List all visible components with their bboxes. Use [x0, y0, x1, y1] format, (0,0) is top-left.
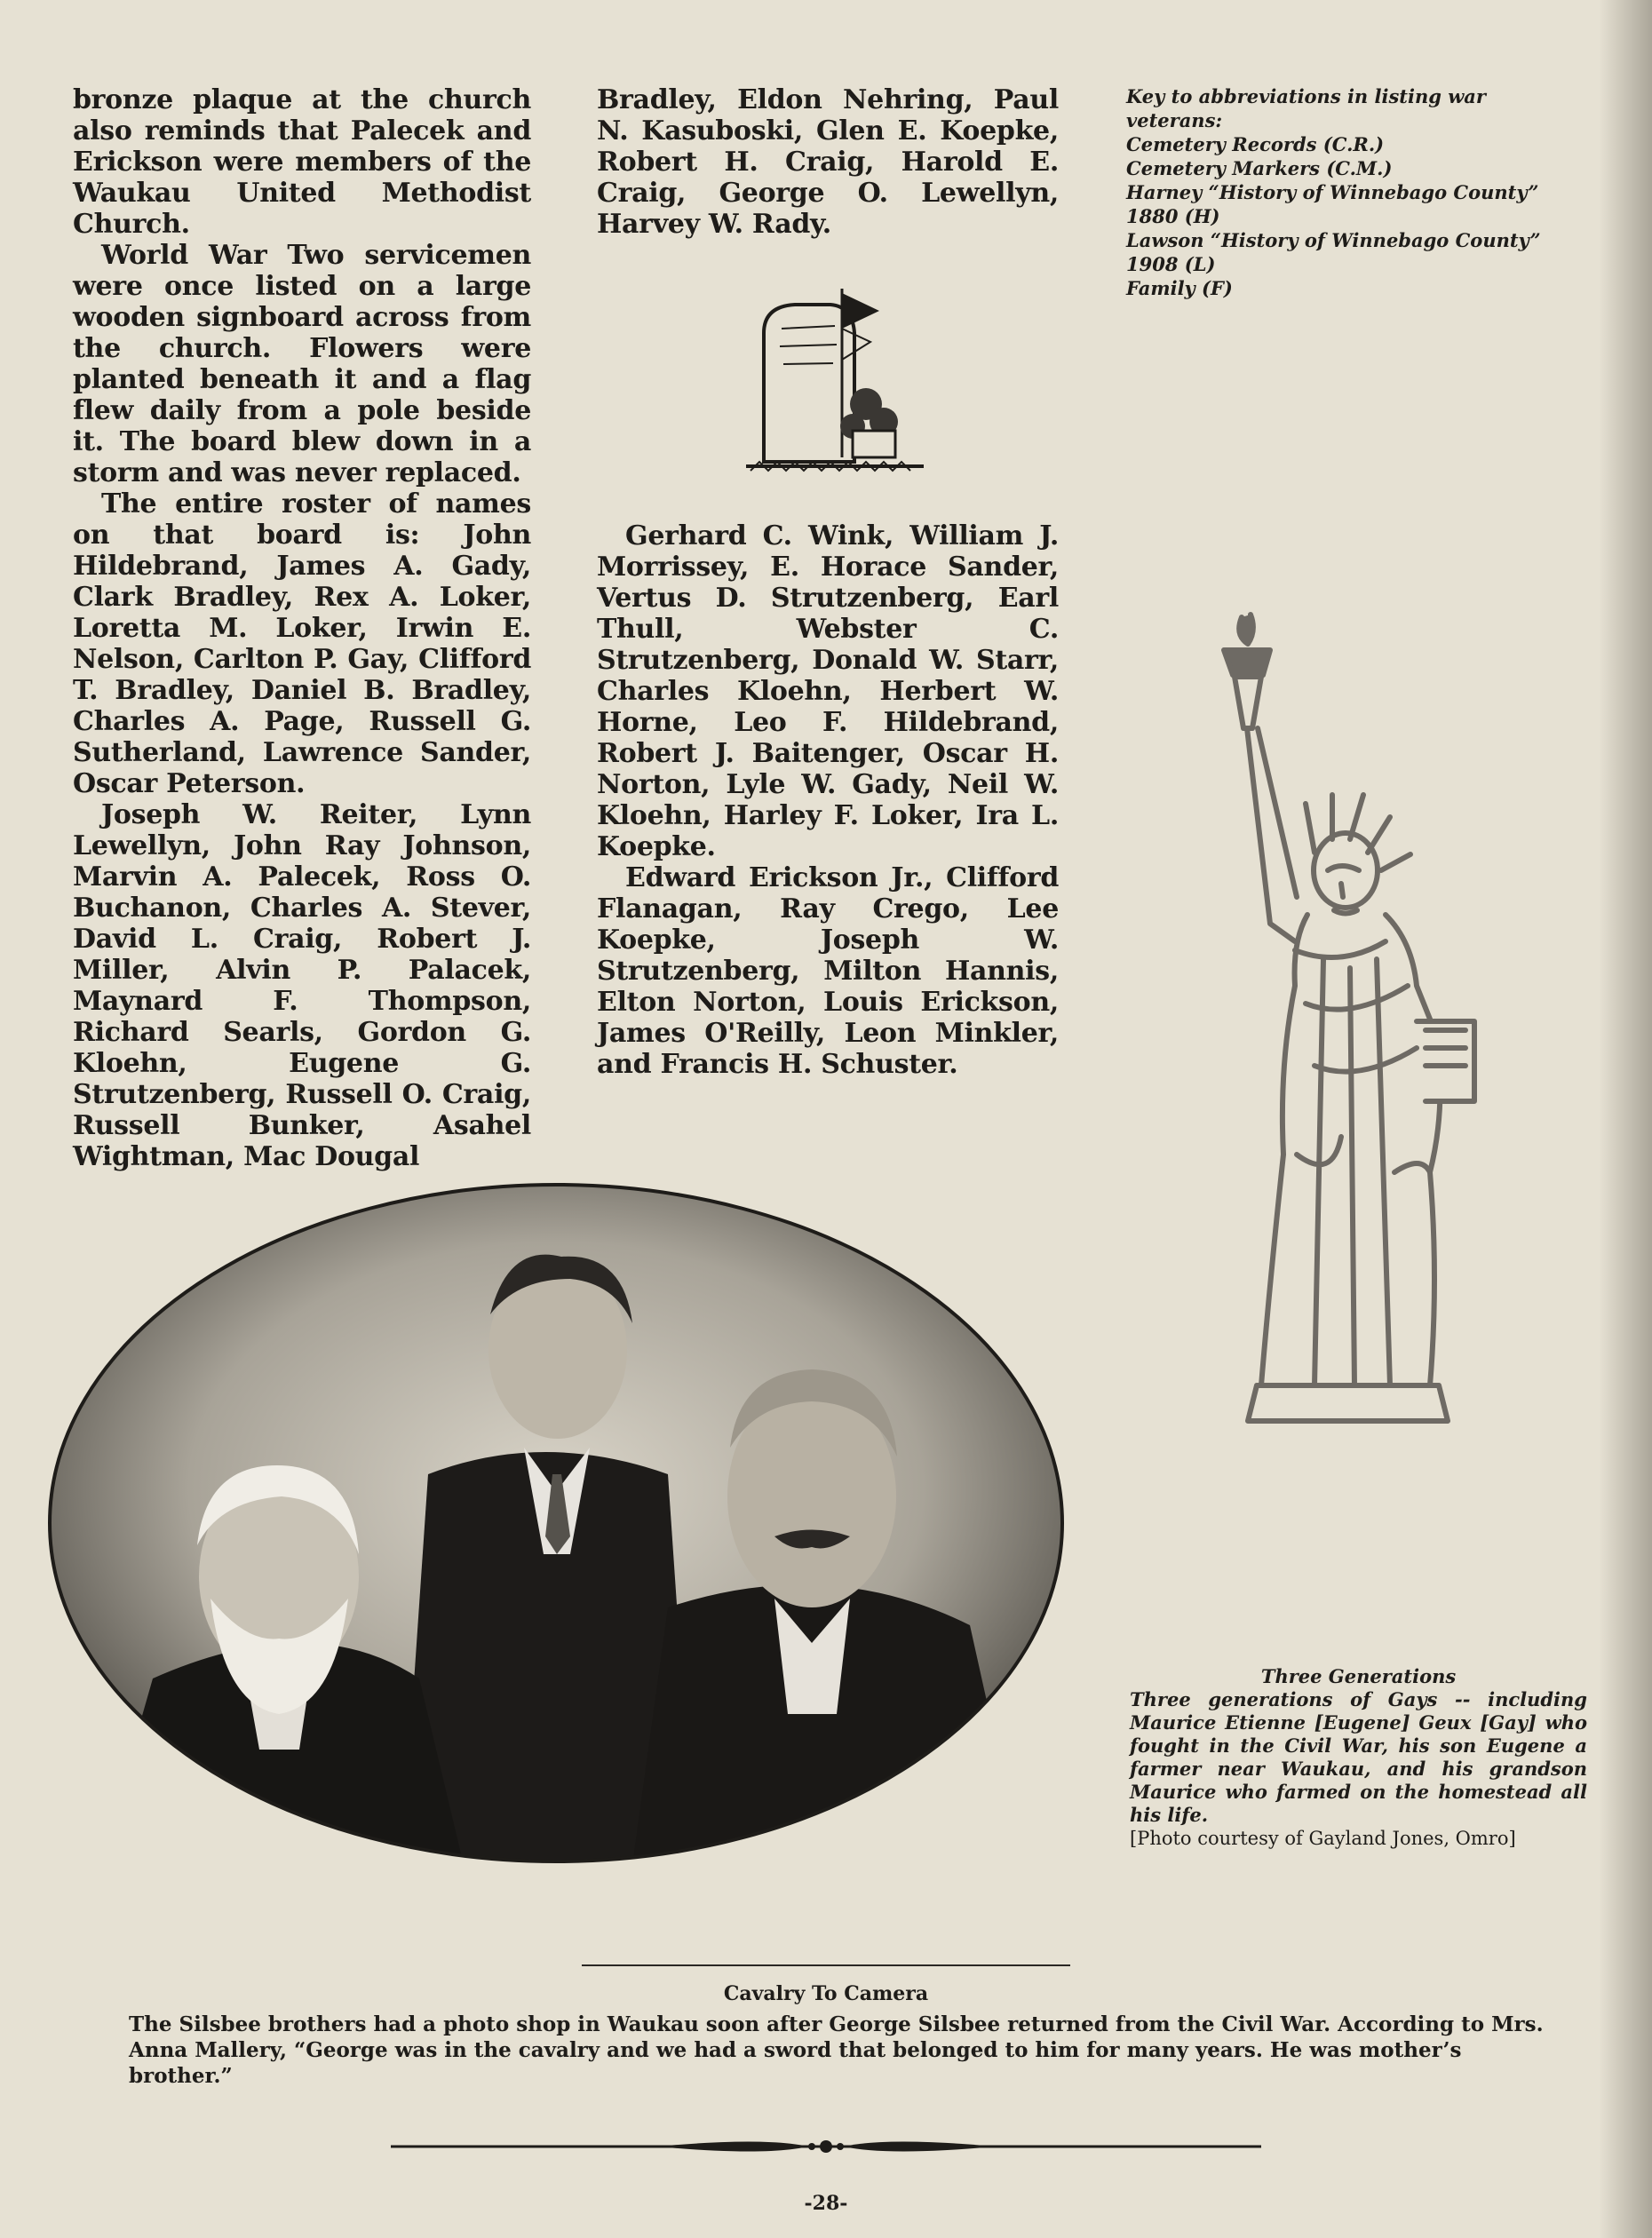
page-number: -28- [804, 2192, 848, 2215]
gravestone-flag-illustration [746, 280, 924, 484]
caption-title: Three Generations [1260, 1665, 1457, 1687]
statue-of-liberty-illustration [1208, 604, 1510, 1439]
left-paragraph-2: World War Two servicemen were once listed on a large wooden signboard across from the church. Flowers were planted beneath it and a flag flew daily from a pole beside it. The board blew down in a storm and was never replaced. [73, 240, 531, 488]
divider-rule [582, 1964, 1070, 1966]
middle-paragraph-2: Gerhard C. Wink, William J. Morrissey, E. Horace Sander, Vertus D. Strutzenberg, Earl Thull, Webster C. Strutzenberg, Donald W. Starr, Charles Kloehn, Herbert W. Horne, Leo F. Hildebrand, Robert J. Baitenger, Oscar H. Norton, Lyle W. Gady, Neil W. Kloehn, Harley F. Loker, Ira L. Koepke. [597, 520, 1059, 862]
three-generations-photo [46, 1181, 1066, 1865]
caption-body: Three generations of Gays -- including Maurice Etienne [Eugene] Geux [Gay] who fought in the Civil War, his son Eugene a farmer near Waukau, and his grandson Maurice who farmed on the homestead all his life. [1130, 1688, 1587, 1826]
photo-caption [1130, 1665, 1587, 1850]
left-column [73, 84, 531, 1172]
middle-paragraph-1: Bradley, Eldon Nehring, Paul N. Kasuboski, Glen E. Koepke, Robert H. Craig, Harold E. Craig, George O. Lewellyn, Harvey W. Rady. [597, 84, 1059, 240]
left-paragraph-3: The entire roster of names on that board is: John Hildebrand, James A. Gady, Clark Bradley, Rex A. Loker, Loretta M. Loker, Irwin E. Nelson, Carlton P. Gay, Clifford T. Bradley, Daniel B. Bradley, Charles A. Page, Russell G. Sutherland, Lawrence Sander, Oscar Peterson. [73, 488, 531, 799]
abbreviation-key [1126, 84, 1588, 300]
middle-paragraph-3: Edward Erickson Jr., Clifford Flanagan, Ray Crego, Lee Koepke, Joseph W. Strutzenberg, Milton Hannis, Elton Norton, Louis Erickson, James O'Reilly, Leon Minkler, and Francis H. Schuster. [597, 862, 1059, 1080]
left-paragraph-4: Joseph W. Reiter, Lynn Lewellyn, John Ray Johnson, Marvin A. Palecek, Ross O. Buchanon, Charles A. Stever, David L. Craig, Robert J. Miller, Alvin P. Palacek, Maynard F. Thompson, Richard Searls, Gordon G. Kloehn, Eugene G. Strutzenberg, Russell O. Craig, Russell Bunker, Asahel Wightman, Mac Dougal [73, 799, 531, 1172]
key-item: Cemetery Markers (C.M.) [1126, 157, 1393, 179]
key-item: Cemetery Records (C.R.) [1126, 133, 1385, 155]
middle-column [597, 84, 1059, 1080]
cavalry-title: Cavalry To Camera [723, 1982, 929, 2005]
page-edge-shadow [1599, 0, 1652, 2238]
key-item: Lawson “History of Winnebago County” 1908 (L) [1126, 229, 1541, 275]
key-item: Harney “History of Winnebago County” 1880 (H) [1126, 181, 1539, 227]
key-item: Family (F) [1126, 277, 1233, 299]
left-paragraph-1: bronze plaque at the church also reminds that Palecek and Erickson were members of the Waukau United Methodist Church. [73, 84, 531, 240]
ornamental-divider [391, 2133, 1261, 2160]
caption-credit: [Photo courtesy of Gayland Jones, Omro] [1130, 1828, 1516, 1849]
key-intro: Key to abbreviations in listing war veterans: [1126, 85, 1486, 131]
cavalry-body: The Silsbee brothers had a photo shop in Waukau soon after George Silsbee returned from the Civil War. According to Mrs. Anna Mallery, “George was in the cavalry and we had a sword that belonged to him for many years. He was mother’s brother.” [129, 2012, 1544, 2088]
